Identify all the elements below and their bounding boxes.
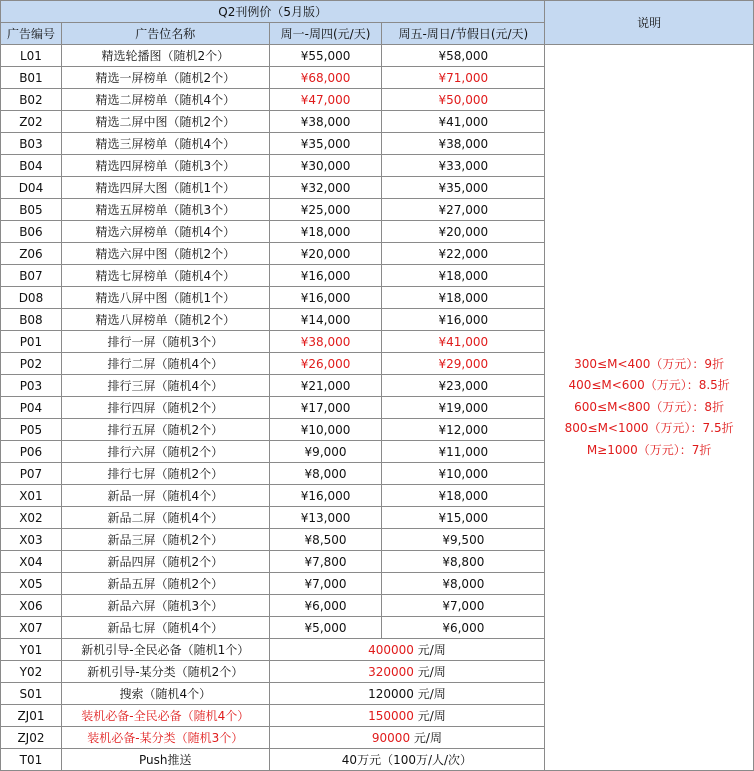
ad-name: 新品一屏（随机4个）	[61, 485, 269, 507]
ad-id: P06	[1, 441, 62, 463]
ad-id: Y02	[1, 661, 62, 683]
discount-note: M≥1000（万元）：7折	[586, 442, 712, 457]
weekend-price: ¥8,000	[382, 573, 545, 595]
weekly-price	[269, 727, 545, 749]
ad-name: 精选五屏榜单（随机3个）	[61, 199, 269, 221]
ad-id: B08	[1, 309, 62, 331]
weekend-price: ¥33,000	[382, 155, 545, 177]
ad-name: 精选轮播图（随机2个）	[61, 45, 269, 67]
ad-id: X04	[1, 551, 62, 573]
weekly-price	[269, 683, 545, 705]
ad-id: P01	[1, 331, 62, 353]
ad-id: P07	[1, 463, 62, 485]
ad-name: 新品二屏（随机4个）	[61, 507, 269, 529]
ad-id: S01	[1, 683, 62, 705]
weekend-price: ¥6,000	[382, 617, 545, 639]
weekday-price: ¥8,000	[269, 463, 382, 485]
ad-name: 装机必备-某分类（随机3个）	[61, 727, 269, 749]
header-name: 广告位名称	[61, 23, 269, 45]
weekend-price: ¥8,800	[382, 551, 545, 573]
weekend-price: ¥41,000	[382, 111, 545, 133]
ad-name: 精选二屏榜单（随机4个）	[61, 89, 269, 111]
weekly-price	[269, 661, 545, 683]
weekend-price: ¥7,000	[382, 595, 545, 617]
weekday-price: ¥30,000	[269, 155, 382, 177]
ad-id: ZJ02	[1, 727, 62, 749]
ad-id: X02	[1, 507, 62, 529]
ad-name: 新机引导-某分类（随机2个）	[61, 661, 269, 683]
weekend-price: ¥27,000	[382, 199, 545, 221]
weekly-price	[269, 705, 545, 727]
discount-note: 300≤M<400（万元）：9折	[574, 356, 725, 371]
weekend-price: ¥11,000	[382, 441, 545, 463]
weekday-price: ¥9,000	[269, 441, 382, 463]
weekly-price-value: 120000	[368, 686, 414, 701]
weekday-price: ¥47,000	[269, 89, 382, 111]
weekend-price: ¥38,000	[382, 133, 545, 155]
weekend-price: ¥10,000	[382, 463, 545, 485]
ad-name: 新品七屏（随机4个）	[61, 617, 269, 639]
ad-name: 排行一屏（随机3个）	[61, 331, 269, 353]
ad-id: P04	[1, 397, 62, 419]
weekday-price: ¥8,500	[269, 529, 382, 551]
weekday-price: ¥32,000	[269, 177, 382, 199]
ad-id: B06	[1, 221, 62, 243]
notes-header: 说明	[545, 1, 754, 45]
weekday-price: ¥14,000	[269, 309, 382, 331]
weekend-price: ¥23,000	[382, 375, 545, 397]
ad-id: X01	[1, 485, 62, 507]
ad-id: X05	[1, 573, 62, 595]
weekday-price: ¥6,000	[269, 595, 382, 617]
weekly-price-value: 320000	[368, 664, 414, 679]
discount-notes-list	[545, 354, 753, 462]
ad-id: T01	[1, 749, 62, 771]
ad-name: 新品六屏（随机3个）	[61, 595, 269, 617]
header-id: 广告编号	[1, 23, 62, 45]
weekend-price: ¥12,000	[382, 419, 545, 441]
weekly-price-value: 90000	[371, 730, 411, 745]
discount-note: 800≤M<1000（万元）：7.5折	[564, 421, 734, 436]
weekly-price-unit: 元/周	[413, 708, 446, 723]
weekday-price: ¥20,000	[269, 243, 382, 265]
weekday-price: ¥16,000	[269, 265, 382, 287]
weekend-price: ¥35,000	[382, 177, 545, 199]
weekday-price: ¥18,000	[269, 221, 382, 243]
weekend-price: ¥19,000	[382, 397, 545, 419]
ad-name: 排行四屏（随机2个）	[61, 397, 269, 419]
weekend-price: ¥15,000	[382, 507, 545, 529]
ad-name: 精选一屏榜单（随机2个）	[61, 67, 269, 89]
ad-id: B02	[1, 89, 62, 111]
weekend-price: ¥41,000	[382, 331, 545, 353]
weekend-price: ¥20,000	[382, 221, 545, 243]
weekend-price: ¥18,000	[382, 265, 545, 287]
ad-id: B01	[1, 67, 62, 89]
weekday-price: ¥35,000	[269, 133, 382, 155]
weekly-price-value: 400000	[368, 642, 414, 657]
ad-id: D04	[1, 177, 62, 199]
weekday-price: ¥10,000	[269, 419, 382, 441]
weekday-price: ¥38,000	[269, 111, 382, 133]
push-price: 40万元（100万/人/次）	[269, 749, 545, 771]
ad-name: 精选三屏榜单（随机4个）	[61, 133, 269, 155]
weekend-price: ¥16,000	[382, 309, 545, 331]
ad-name: 排行七屏（随机2个）	[61, 463, 269, 485]
ad-name: 精选六屏中图（随机2个）	[61, 243, 269, 265]
weekend-price: ¥18,000	[382, 485, 545, 507]
ad-name: 新品四屏（随机2个）	[61, 551, 269, 573]
weekend-price: ¥29,000	[382, 353, 545, 375]
weekday-price: ¥17,000	[269, 397, 382, 419]
weekday-price: ¥5,000	[269, 617, 382, 639]
ad-id: P05	[1, 419, 62, 441]
ad-id: B03	[1, 133, 62, 155]
ad-id: X07	[1, 617, 62, 639]
weekday-price: ¥25,000	[269, 199, 382, 221]
ad-id: P02	[1, 353, 62, 375]
ad-name: 排行二屏（随机4个）	[61, 353, 269, 375]
weekly-price-unit: 元/周	[413, 642, 446, 657]
ad-id: P03	[1, 375, 62, 397]
ad-name: 精选八屏榜单（随机2个）	[61, 309, 269, 331]
ad-name: 精选八屏中图（随机1个）	[61, 287, 269, 309]
weekly-price-unit: 元/周	[410, 730, 442, 745]
weekday-price: ¥55,000	[269, 45, 382, 67]
weekday-price: ¥7,800	[269, 551, 382, 573]
ad-name: 精选四屏榜单（随机3个）	[61, 155, 269, 177]
discount-note: 600≤M<800（万元）：8折	[574, 399, 725, 414]
ad-name: 排行五屏（随机2个）	[61, 419, 269, 441]
ad-name: 新品五屏（随机2个）	[61, 573, 269, 595]
weekend-price: ¥9,500	[382, 529, 545, 551]
ad-name: 排行三屏（随机4个）	[61, 375, 269, 397]
ad-name: 精选二屏中图（随机2个）	[61, 111, 269, 133]
weekly-price	[269, 639, 545, 661]
weekday-price: ¥21,000	[269, 375, 382, 397]
discount-note: 400≤M<600（万元）：8.5折	[568, 378, 730, 393]
header-weekend: 周五-周日/节假日(元/天)	[382, 23, 545, 45]
weekly-price-unit: 元/周	[413, 664, 446, 679]
ad-id: L01	[1, 45, 62, 67]
ad-id: X06	[1, 595, 62, 617]
ad-id: Z02	[1, 111, 62, 133]
header-weekday: 周一-周四(元/天)	[269, 23, 382, 45]
weekday-price: ¥68,000	[269, 67, 382, 89]
weekday-price: ¥16,000	[269, 287, 382, 309]
ad-name: 排行六屏（随机2个）	[61, 441, 269, 463]
weekend-price: ¥22,000	[382, 243, 545, 265]
weekday-price: ¥26,000	[269, 353, 382, 375]
discount-notes	[545, 45, 754, 771]
title-row	[1, 1, 754, 23]
ad-id: B04	[1, 155, 62, 177]
ad-id: B05	[1, 199, 62, 221]
ad-name: 精选六屏榜单（随机4个）	[61, 221, 269, 243]
ad-id: Z06	[1, 243, 62, 265]
weekday-price: ¥38,000	[269, 331, 382, 353]
ad-name: 精选四屏大图（随机1个）	[61, 177, 269, 199]
ad-id: B07	[1, 265, 62, 287]
table-row	[1, 45, 754, 67]
ad-name: 搜索（随机4个）	[61, 683, 269, 705]
ad-name: 装机必备-全民必备（随机4个）	[61, 705, 269, 727]
weekly-price-unit: 元/周	[413, 686, 446, 701]
ad-name: 精选七屏榜单（随机4个）	[61, 265, 269, 287]
weekday-price: ¥7,000	[269, 573, 382, 595]
table-title: Q2刊例价（5月版）	[1, 1, 545, 23]
ad-name: 新品三屏（随机2个）	[61, 529, 269, 551]
ad-id: X03	[1, 529, 62, 551]
ad-name: Push推送	[61, 749, 269, 771]
weekend-price: ¥50,000	[382, 89, 545, 111]
weekday-price: ¥16,000	[269, 485, 382, 507]
weekly-price-value: 150000	[368, 708, 414, 723]
weekend-price: ¥18,000	[382, 287, 545, 309]
weekday-price: ¥13,000	[269, 507, 382, 529]
ad-id: D08	[1, 287, 62, 309]
weekend-price: ¥58,000	[382, 45, 545, 67]
ad-id: Y01	[1, 639, 62, 661]
ad-name: 新机引导-全民必备（随机1个）	[61, 639, 269, 661]
weekend-price: ¥71,000	[382, 67, 545, 89]
ad-id: ZJ01	[1, 705, 62, 727]
